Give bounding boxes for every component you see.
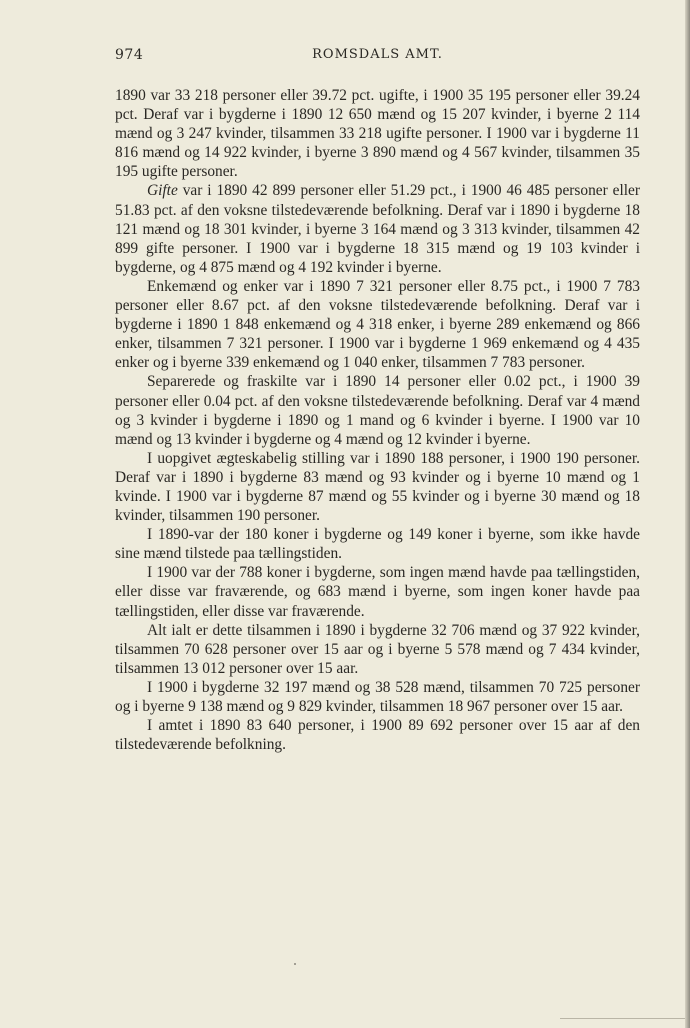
- paragraph-gifte: [115, 181, 640, 276]
- paragraph-1900-bygderne: [115, 678, 640, 716]
- paragraph-alt-ialt: [115, 621, 640, 678]
- paragraph-separerede: [115, 372, 640, 448]
- paragraph-text: I 1890-var der 180 koner i bygderne og 149 koner i byerne, som ikke havde sine mænd tilstede paa tællingstiden.: [115, 526, 640, 563]
- paragraph-ugifte-continued: [115, 86, 640, 181]
- paragraph-koner-1890: [115, 525, 640, 563]
- paragraph-text: var i 1890 42 899 personer eller 51.29 pct., i 1900 46 485 personer eller 51.83 pct. af den voksne tilstedeværende befolkning. Deraf var i 1890 i bygderne 18 121 mænd og 18 301 kvinder, i byerne 3 164 mænd og 3 313 kvinder, tilsammen 42 899 gifte personer. I 1900 var i bygderne 18 315 mænd og 19 103 kvinder i bygderne, og 4 875 mænd og 4 192 kvinder i byerne.: [115, 182, 640, 276]
- paragraph-amtet: [115, 716, 640, 754]
- bottom-rule: [560, 1018, 685, 1019]
- running-title: ROMSDALS AMT.: [312, 47, 443, 62]
- paragraph-enkemaend: [115, 277, 640, 372]
- paragraph-text: Separerede og fraskilte var i 1890 14 personer eller 0.02 pct., i 1900 39 personer eller 0.04 pct. af den voksne tilstedeværende befolkning. Deraf var 4 mænd og 3 kvinder i bygderne i 1890 og 1 mand og 6 kvinder i byerne. I 1900 var 10 mænd og 13 kvinder i bygderne og 4 mænd og 12 kvinder i byerne.: [115, 373, 640, 448]
- paragraph-text: 1890 var 33 218 personer eller 39.72 pct. ugifte, i 1900 35 195 personer eller 39.24 pct. Deraf var i bygderne i 1890 12 650 mænd og 15 207 kvinder, i byerne 2 114 mænd og 3 247 kvinder, tilsammen 33 218 ugifte personer. I 1900 var i bygderne 11 816 mænd og 14 922 kvinder, i byerne 3 890 mænd og 4 567 kvinder, tilsammen 35 195 ugifte personer.: [115, 87, 640, 181]
- page-number: 974: [115, 47, 144, 63]
- paragraph-text: Alt ialt er dette tilsammen i 1890 i bygderne 32 706 mænd og 37 922 kvinder, tilsammen 70 628 personer over 15 aar og i byerne 5 578 mænd og 7 434 kvinder, tilsammen 13 012 personer over 15 aar.: [115, 621, 640, 677]
- page-speck: [294, 963, 296, 965]
- paragraph-text: I 1900 i bygderne 32 197 mænd og 38 528 mænd, tilsammen 70 725 personer og i byerne 9 138 mænd og 9 829 kvinder, tilsammen 18 967 personer over 15 aar.: [115, 678, 640, 715]
- paragraph-text: I amtet i 1890 83 640 personer, i 1900 89 692 personer over 15 aar af den tilstedeværende befolkning.: [115, 717, 640, 754]
- page-edge: [685, 0, 690, 1028]
- body-text: [115, 86, 640, 754]
- paragraph-text: I 1900 var der 788 koner i bygderne, som ingen mænd havde paa tællingstiden, eller disse var fraværende, og 683 mænd i byerne, som ingen koner havde paa tællingstiden, eller disse var fraværende.: [115, 564, 640, 620]
- paragraph-text: I uopgivet ægteskabelig stilling var i 1890 188 personer, i 1900 190 personer. Deraf var i 1890 i bygderne 83 mænd og 93 kvinder og i byerne 10 mænd og 1 kvinde. I 1900 var i bygderne 87 mænd og 55 kvinder og i byerne 30 mænd og 18 kvinder, tilsammen 190 personer.: [115, 449, 640, 525]
- page-header: [115, 47, 640, 69]
- paragraph-text: Enkemænd og enker var i 1890 7 321 personer eller 8.75 pct., i 1900 7 783 personer eller 8.67 pct. af den voksne tilstedeværende befolkning. Deraf var i bygderne i 1890 1 848 enkemænd og 4 318 enker, i byerne 289 enkemænd og 866 enker, tilsammen 7 321 personer. I 1900 var i bygderne 1 969 enkemænd og 4 435 enker og i byerne 339 enkemænd og 1 040 enker, tilsammen 7 783 personer.: [115, 277, 640, 372]
- paragraph-uopgivet: [115, 449, 640, 525]
- paragraph-koner-1900: [115, 563, 640, 620]
- paragraph-lead: Gifte: [147, 182, 178, 200]
